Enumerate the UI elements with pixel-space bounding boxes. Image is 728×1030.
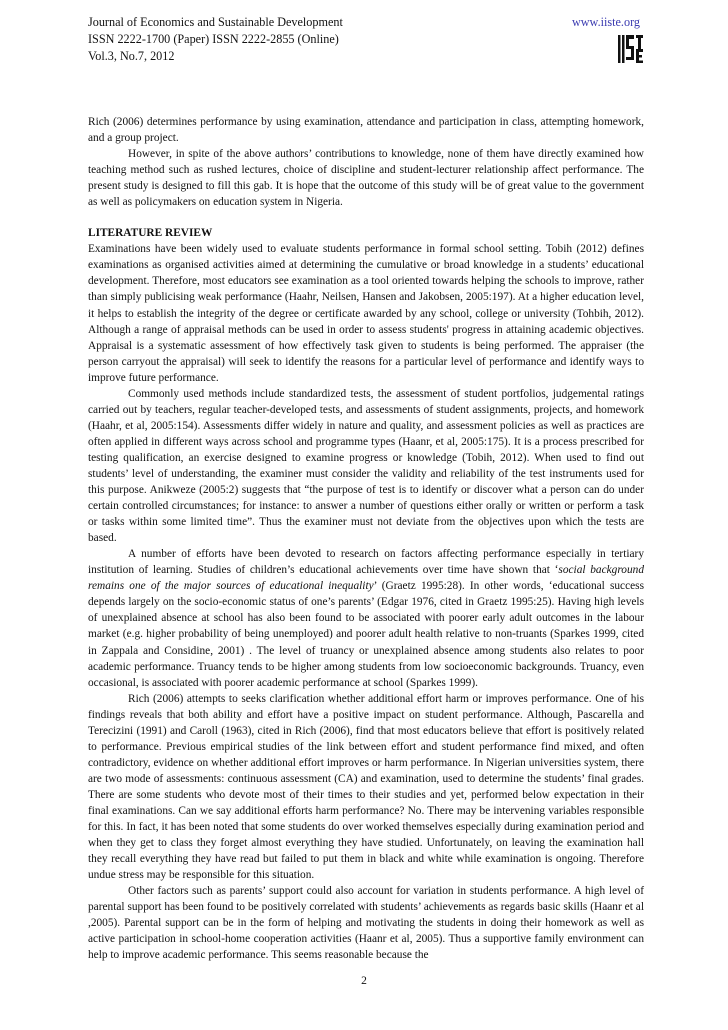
page-header <box>88 14 648 65</box>
italic-quote: social background remains one of the major sources of educational inequality <box>88 564 644 593</box>
paragraph-factors-text-b: ’ (Graetz 1995:28). In other words, ‘educational success depends largely on the socio-economic status of one’s parents’ (Edgar 1976, cited in Graetz 1995:25). Having high levels of unexplained absence at school has also been found to be associated with poorer early adult outcomes in the labour market (e.g. higher probability of being unemployed) and poorer adult health relative to non-truants (Sparkes 1999, cited in Zappala and Considine, 2001) . The level of truancy or unexplained absence among students also relates to poor academic performance. Truancy tends to be higher among students from low socioeconomic backgrounds. Truancy, even occasional, is associated with poorer academic performance at school (Sparkes 1999). <box>88 580 644 689</box>
paragraph-examinations: Examinations have been widely used to evaluate students performance in formal school setting. Tobih (2012) defines examinations as organised activities aimed at determining the cumulative or broad knowledge in a students’ educational development. Therefore, most educators see examination as a tool oriented towards helping the schools to improve, rather than simply publicising weak performance (Haahr, Neilsen, Hansen and Jakobsen, 2005:197). At a higher education level, it helps to establish the integrity of the degree or certificate awarded by any school, college or university (Tohbih, 2012). Although a range of appraisal methods can be used in order to assess students' progress in attaining academic objectives. Appraisal is a systematic assessment of how effectively task given to students is being performed. The appraiser (the person carryout the appraisal) will seek to identify the reasons for a particular level of performance and identify ways to improve future performance. <box>88 243 644 384</box>
paragraph-intro: Rich (2006) determines performance by using examination, attendance and participation in class, attempting homework, and a group project. <box>88 116 644 145</box>
paragraph-effort: Rich (2006) attempts to seeks clarification whether additional effort harm or improves performance. One of his findings reveals that both ability and effort have a positive impact on student performance. Although, Pascarella and Terecizini (1991) and Caroll (1963), cited in Rich (2006), find that most educators believe that effort is positively related to performance. Previous empirical studies of the link between effort and student performance find mixed, and often contradictory, evidence on whether additional effort improves or harm performance. In Nigerian universities system, there are two mode of assessments: continuous assessment (CA) and examination, used to determine the students’ final grades. There are some students who devote most of their times to their studies and yet, performed below expectation in their final examinations. Can we say additional efforts harm performance? No. There may be intervening variables responsible for this. In fact, it has been noted that some students do over worked themselves especially during examination period and when they get to class they forget almost everything they have studied. Unfortunately, on leaving the examination hall they recall everything they have read but failed to put them in black and white while examination is ongoing. Therefore undue stress may be responsible for this situation. <box>88 692 644 882</box>
article-body <box>88 114 644 963</box>
paragraph-assessment-methods: Commonly used methods include standardized tests, the assessment of student portfolios, judgemental ratings carried out by teachers, regular teacher-developed tests, and assessments of student assignments, projects, and homework (Haahr, et al, 2005:154). Assessments differ widely in nature and quality, and assessment policies as well as practices are often applied in different ways across school and programme types (Haanr, et al, 2005:175). It is a process prescribed for testing qualification, an exercise designed to examine progress or knowledge (Tobih, 2012). When used to find out students’ level of understanding, the examiner must consider the validity and reliability of the test instruments used for this purpose. Anikweze (2005:2) suggests that “the purpose of test is to identify or discover what a person can do under certain controlled circumstances; for instance: to answer a number of questions either orally or written or perform a task or tasks within some limited time”. Thus the examiner must not deviate from the objectives upon which the tests are based. <box>88 387 644 545</box>
paragraph-factors <box>88 546 644 690</box>
section-heading: LITERATURE REVIEW <box>88 227 213 240</box>
volume-line: Vol.3, No.7, 2012 <box>88 49 175 63</box>
page-number: 2 <box>361 975 367 987</box>
iiste-logo-icon <box>617 34 643 64</box>
issn-line: ISSN 2222-1700 (Paper) ISSN 2222-2855 (Online) <box>88 32 339 46</box>
paragraph-parental-support: Other factors such as parents’ support could also account for variation in students performance. A high level of parental support has been found to be positively correlated with students’ achievements as regards basic skills (Haanr et al ,2005). Parental support can be in the form of helping and motivating the students in doing their homework as well as active participation in school-home cooperation activities (Haanr et al, 2005). Thus a supportive family environment can help to improve academic performance. This seems reasonable because the <box>88 885 644 962</box>
paragraph-factors-text-a: A number of efforts have been devoted to research on factors affecting performance especially in tertiary institution of learning. Studies of children’s educational achievements over time have shown that ‘ <box>88 548 644 577</box>
journal-url-link[interactable]: www.iiste.org <box>571 15 640 29</box>
journal-title: Journal of Economics and Sustainable Development <box>88 15 343 29</box>
paragraph-gap-statement: However, in spite of the above authors’ contributions to knowledge, none of them have directly examined how teaching method such as rushed lectures, choice of discipline and student-lecturer relationship affect performance. The present study is designed to fill this gab. It is hope that the outcome of this study will be of great value to the government as well as policymakers on education system in Nigeria. <box>88 148 644 209</box>
